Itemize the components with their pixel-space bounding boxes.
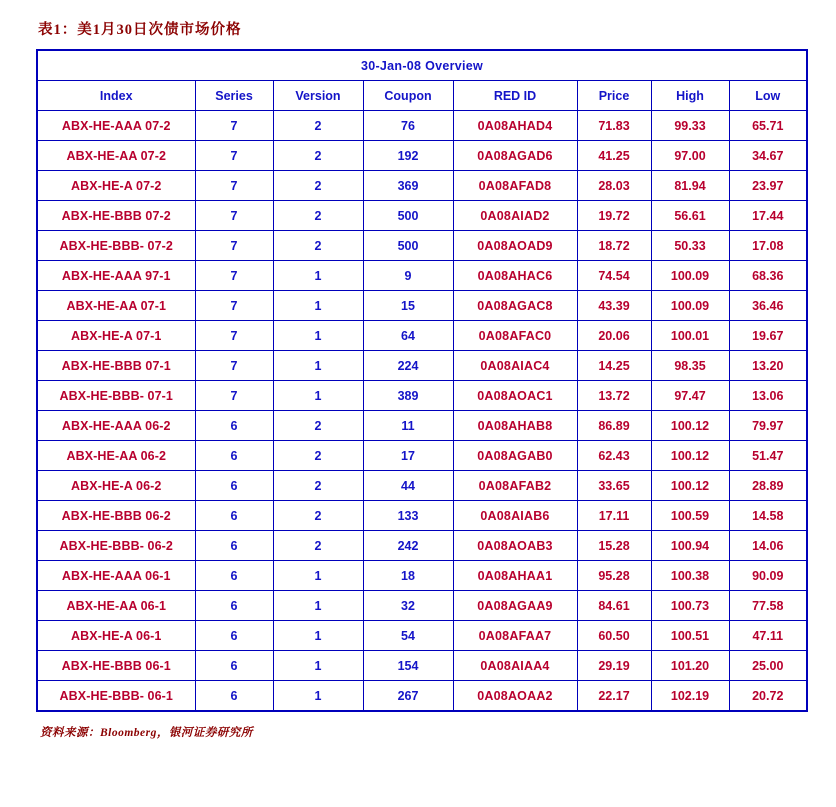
table-row	[37, 141, 807, 171]
cell-low: 19.67	[729, 321, 807, 351]
cell-high: 100.59	[651, 501, 729, 531]
cell-low: 51.47	[729, 441, 807, 471]
cell-coupon: 54	[363, 621, 453, 651]
cell-index: ABX-HE-AAA 07-2	[37, 111, 195, 141]
cell-index: ABX-HE-AAA 97-1	[37, 261, 195, 291]
cell-low: 25.00	[729, 651, 807, 681]
cell-version: 2	[273, 441, 363, 471]
cell-series: 7	[195, 291, 273, 321]
cell-series: 7	[195, 171, 273, 201]
cell-coupon: 224	[363, 351, 453, 381]
cell-coupon: 242	[363, 531, 453, 561]
cell-red-id: 0A08AHAD4	[453, 111, 577, 141]
cell-index: ABX-HE-AA 06-2	[37, 441, 195, 471]
cell-high: 100.94	[651, 531, 729, 561]
cell-red-id: 0A08AIAD2	[453, 201, 577, 231]
cell-price: 62.43	[577, 441, 651, 471]
cell-price: 14.25	[577, 351, 651, 381]
cell-low: 77.58	[729, 591, 807, 621]
table-row	[37, 441, 807, 471]
cell-high: 81.94	[651, 171, 729, 201]
cell-index: ABX-HE-BBB 06-1	[37, 651, 195, 681]
cell-coupon: 192	[363, 141, 453, 171]
cell-high: 100.12	[651, 411, 729, 441]
cell-version: 2	[273, 531, 363, 561]
table-row	[37, 591, 807, 621]
table-row	[37, 651, 807, 681]
cell-coupon: 64	[363, 321, 453, 351]
cell-coupon: 44	[363, 471, 453, 501]
column-header-high: High	[651, 81, 729, 111]
cell-low: 79.97	[729, 411, 807, 441]
cell-coupon: 17	[363, 441, 453, 471]
cell-red-id: 0A08AHAA1	[453, 561, 577, 591]
cell-version: 2	[273, 411, 363, 441]
cell-coupon: 15	[363, 291, 453, 321]
cell-price: 13.72	[577, 381, 651, 411]
cell-index: ABX-HE-BBB- 07-1	[37, 381, 195, 411]
cell-price: 60.50	[577, 621, 651, 651]
cell-high: 99.33	[651, 111, 729, 141]
cell-high: 100.12	[651, 471, 729, 501]
cell-low: 36.46	[729, 291, 807, 321]
table-body	[37, 111, 807, 712]
cell-low: 47.11	[729, 621, 807, 651]
table-row	[37, 231, 807, 261]
cell-series: 6	[195, 531, 273, 561]
table-row	[37, 171, 807, 201]
cell-low: 14.58	[729, 501, 807, 531]
cell-high: 98.35	[651, 351, 729, 381]
cell-high: 100.73	[651, 591, 729, 621]
cell-coupon: 369	[363, 171, 453, 201]
cell-version: 1	[273, 291, 363, 321]
cell-high: 100.12	[651, 441, 729, 471]
table-row	[37, 291, 807, 321]
cell-red-id: 0A08AIAB6	[453, 501, 577, 531]
cell-version: 1	[273, 261, 363, 291]
cell-high: 97.47	[651, 381, 729, 411]
table-row	[37, 351, 807, 381]
cell-index: ABX-HE-BBB 06-2	[37, 501, 195, 531]
cell-coupon: 267	[363, 681, 453, 712]
cell-red-id: 0A08AIAA4	[453, 651, 577, 681]
cell-version: 1	[273, 591, 363, 621]
cell-version: 2	[273, 231, 363, 261]
cell-index: ABX-HE-AA 07-1	[37, 291, 195, 321]
table-row	[37, 531, 807, 561]
cell-red-id: 0A08AOAC1	[453, 381, 577, 411]
table-caption: 表1：美1月30日次债市场价格	[38, 22, 242, 38]
cell-red-id: 0A08AOAB3	[453, 531, 577, 561]
cell-red-id: 0A08AOAD9	[453, 231, 577, 261]
cell-coupon: 389	[363, 381, 453, 411]
cell-price: 22.17	[577, 681, 651, 712]
cell-index: ABX-HE-AAA 06-2	[37, 411, 195, 441]
cell-price: 43.39	[577, 291, 651, 321]
cell-index: ABX-HE-AA 07-2	[37, 141, 195, 171]
source-note: 资料来源：Bloomberg，银河证券研究所	[40, 727, 253, 739]
cell-series: 7	[195, 201, 273, 231]
cell-version: 1	[273, 681, 363, 712]
cell-version: 1	[273, 381, 363, 411]
cell-red-id: 0A08AIAC4	[453, 351, 577, 381]
cell-index: ABX-HE-BBB 07-1	[37, 351, 195, 381]
cell-low: 20.72	[729, 681, 807, 712]
table-row	[37, 621, 807, 651]
cell-index: ABX-HE-AAA 06-1	[37, 561, 195, 591]
cell-price: 28.03	[577, 171, 651, 201]
cell-series: 6	[195, 561, 273, 591]
cell-coupon: 500	[363, 231, 453, 261]
table-row	[37, 111, 807, 141]
cell-price: 15.28	[577, 531, 651, 561]
table-row	[37, 261, 807, 291]
cell-index: ABX-HE-A 07-1	[37, 321, 195, 351]
cell-version: 2	[273, 471, 363, 501]
cell-version: 1	[273, 651, 363, 681]
cell-series: 6	[195, 411, 273, 441]
cell-coupon: 133	[363, 501, 453, 531]
cell-series: 7	[195, 321, 273, 351]
cell-red-id: 0A08AGAC8	[453, 291, 577, 321]
cell-price: 17.11	[577, 501, 651, 531]
cell-low: 90.09	[729, 561, 807, 591]
table-row	[37, 501, 807, 531]
cell-high: 101.20	[651, 651, 729, 681]
cell-low: 14.06	[729, 531, 807, 561]
cell-series: 6	[195, 681, 273, 712]
column-header-low: Low	[729, 81, 807, 111]
column-header-red-id: RED ID	[453, 81, 577, 111]
cell-red-id: 0A08AGAD6	[453, 141, 577, 171]
cell-version: 2	[273, 201, 363, 231]
table-row	[37, 201, 807, 231]
overview-title: 30-Jan-08 Overview	[37, 50, 807, 81]
cell-series: 6	[195, 591, 273, 621]
cell-red-id: 0A08AFAA7	[453, 621, 577, 651]
column-header-series: Series	[195, 81, 273, 111]
cell-red-id: 0A08AGAB0	[453, 441, 577, 471]
table-row	[37, 471, 807, 501]
cell-index: ABX-HE-BBB- 06-1	[37, 681, 195, 712]
cell-price: 29.19	[577, 651, 651, 681]
cell-high: 100.51	[651, 621, 729, 651]
table-row	[37, 381, 807, 411]
cell-coupon: 11	[363, 411, 453, 441]
cell-low: 17.44	[729, 201, 807, 231]
cell-low: 68.36	[729, 261, 807, 291]
cell-series: 7	[195, 261, 273, 291]
cell-price: 20.06	[577, 321, 651, 351]
cell-index: ABX-HE-BBB- 06-2	[37, 531, 195, 561]
cell-series: 7	[195, 111, 273, 141]
cell-series: 6	[195, 651, 273, 681]
cell-price: 18.72	[577, 231, 651, 261]
cell-index: ABX-HE-A 07-2	[37, 171, 195, 201]
cell-index: ABX-HE-AA 06-1	[37, 591, 195, 621]
column-header-index: Index	[37, 81, 195, 111]
cell-coupon: 9	[363, 261, 453, 291]
cell-high: 102.19	[651, 681, 729, 712]
cell-red-id: 0A08AGAA9	[453, 591, 577, 621]
table-row	[37, 681, 807, 712]
cell-index: ABX-HE-A 06-1	[37, 621, 195, 651]
cell-version: 1	[273, 621, 363, 651]
cell-version: 1	[273, 321, 363, 351]
cell-coupon: 32	[363, 591, 453, 621]
cell-price: 41.25	[577, 141, 651, 171]
cell-low: 23.97	[729, 171, 807, 201]
cell-index: ABX-HE-BBB 07-2	[37, 201, 195, 231]
cell-low: 13.06	[729, 381, 807, 411]
cell-price: 71.83	[577, 111, 651, 141]
cell-series: 6	[195, 471, 273, 501]
cell-price: 84.61	[577, 591, 651, 621]
cell-price: 95.28	[577, 561, 651, 591]
cell-version: 2	[273, 171, 363, 201]
table-row	[37, 411, 807, 441]
cell-red-id: 0A08AFAB2	[453, 471, 577, 501]
cell-high: 100.01	[651, 321, 729, 351]
column-header-price: Price	[577, 81, 651, 111]
cell-price: 74.54	[577, 261, 651, 291]
table-overview-row	[37, 50, 807, 81]
cell-price: 33.65	[577, 471, 651, 501]
table-row	[37, 321, 807, 351]
cell-version: 2	[273, 141, 363, 171]
column-header-version: Version	[273, 81, 363, 111]
cell-coupon: 76	[363, 111, 453, 141]
cell-coupon: 500	[363, 201, 453, 231]
cell-low: 13.20	[729, 351, 807, 381]
cell-version: 1	[273, 351, 363, 381]
cell-red-id: 0A08AFAD8	[453, 171, 577, 201]
cell-high: 50.33	[651, 231, 729, 261]
cell-red-id: 0A08AOAA2	[453, 681, 577, 712]
cell-series: 6	[195, 501, 273, 531]
cell-coupon: 18	[363, 561, 453, 591]
cell-series: 6	[195, 621, 273, 651]
cell-version: 2	[273, 501, 363, 531]
abx-price-table	[36, 49, 808, 712]
cell-version: 2	[273, 111, 363, 141]
cell-high: 100.38	[651, 561, 729, 591]
cell-series: 7	[195, 141, 273, 171]
cell-red-id: 0A08AHAB8	[453, 411, 577, 441]
cell-series: 7	[195, 351, 273, 381]
column-header-coupon: Coupon	[363, 81, 453, 111]
cell-version: 1	[273, 561, 363, 591]
cell-high: 56.61	[651, 201, 729, 231]
cell-price: 86.89	[577, 411, 651, 441]
table-header-row	[37, 81, 807, 111]
table-row	[37, 561, 807, 591]
cell-red-id: 0A08AFAC0	[453, 321, 577, 351]
cell-low: 65.71	[729, 111, 807, 141]
cell-low: 28.89	[729, 471, 807, 501]
cell-index: ABX-HE-A 06-2	[37, 471, 195, 501]
cell-coupon: 154	[363, 651, 453, 681]
cell-high: 100.09	[651, 291, 729, 321]
cell-high: 97.00	[651, 141, 729, 171]
cell-index: ABX-HE-BBB- 07-2	[37, 231, 195, 261]
cell-price: 19.72	[577, 201, 651, 231]
cell-low: 34.67	[729, 141, 807, 171]
cell-series: 7	[195, 231, 273, 261]
cell-series: 7	[195, 381, 273, 411]
cell-red-id: 0A08AHAC6	[453, 261, 577, 291]
cell-high: 100.09	[651, 261, 729, 291]
cell-low: 17.08	[729, 231, 807, 261]
cell-series: 6	[195, 441, 273, 471]
